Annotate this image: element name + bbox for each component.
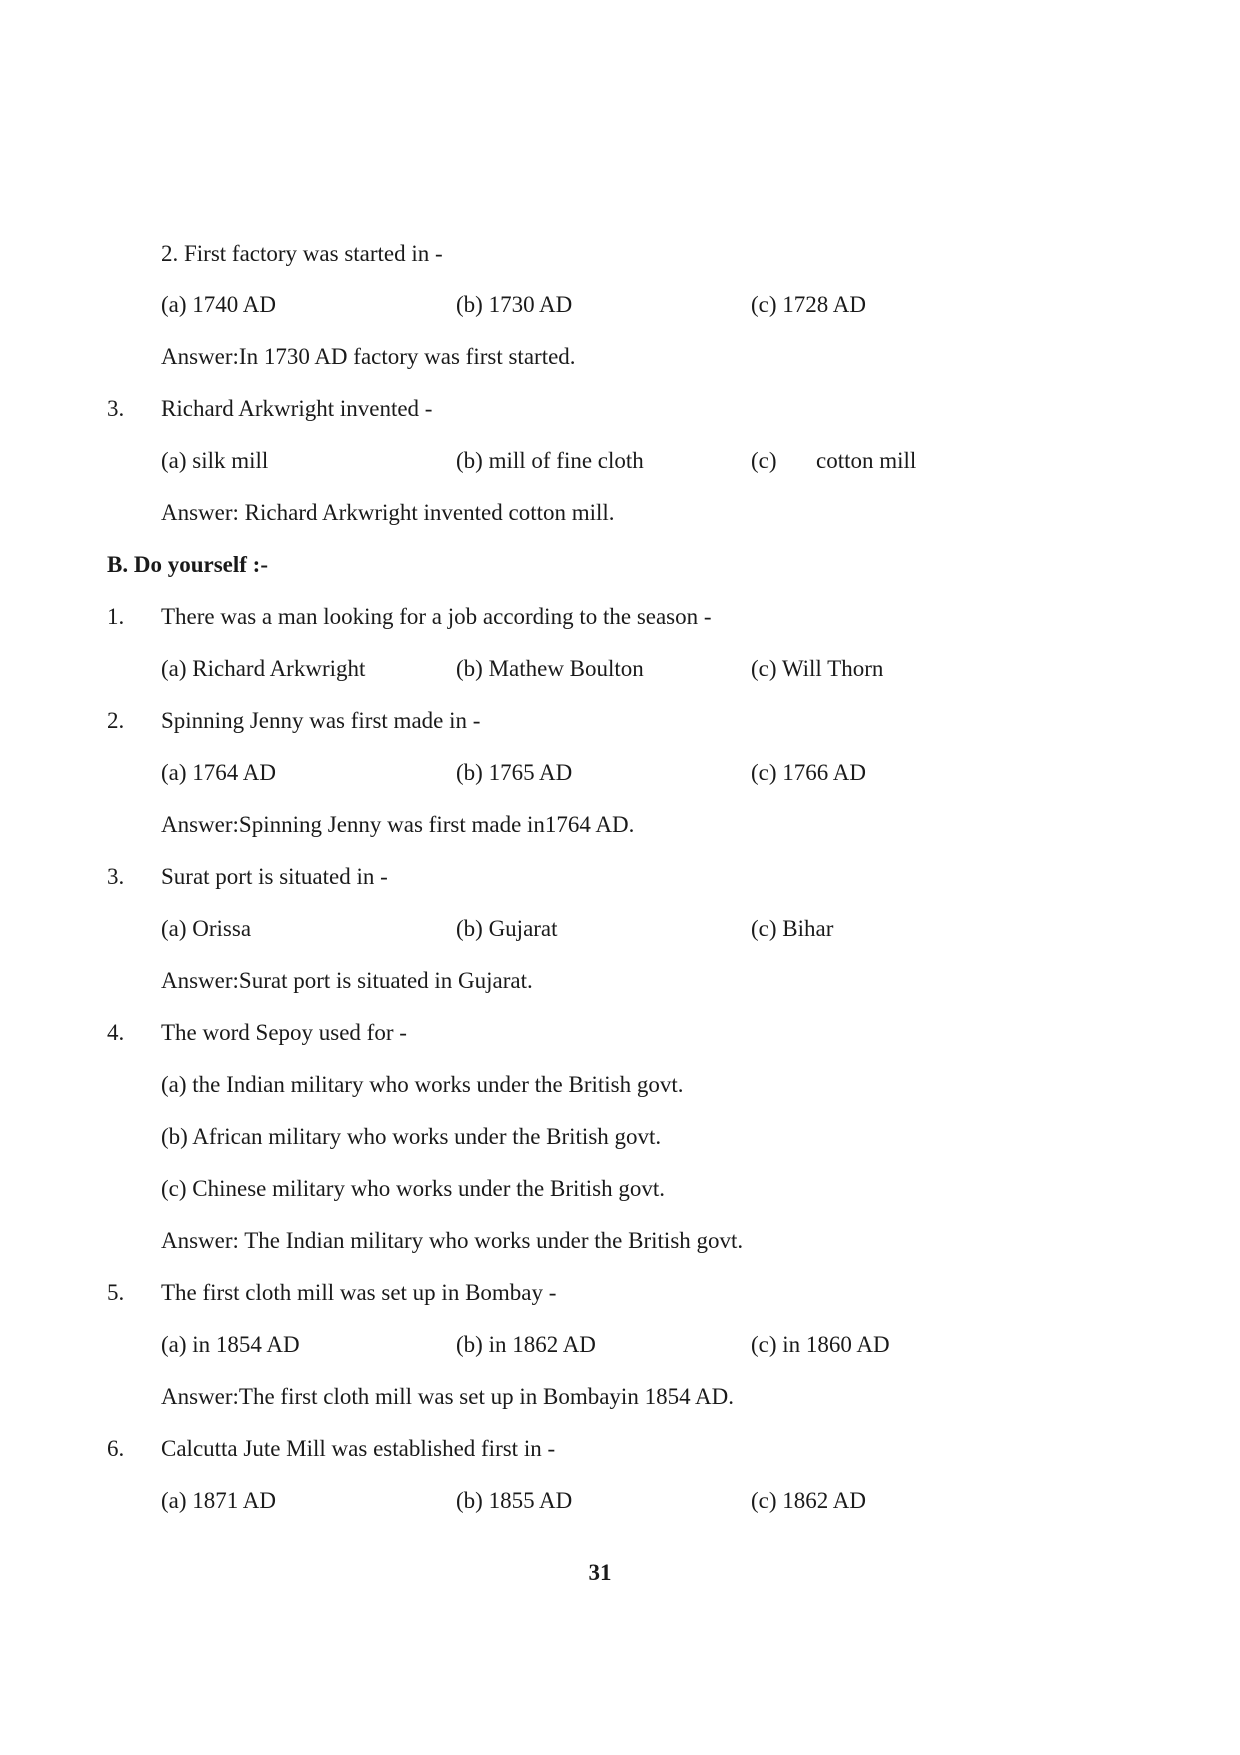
question-number: 1. bbox=[107, 604, 125, 629]
question-text: There was a man looking for a job according to the season - bbox=[161, 604, 712, 629]
option-a: (a) Richard Arkwright bbox=[161, 656, 366, 681]
option-a: (a) silk mill bbox=[161, 448, 269, 473]
option-a: (a) the Indian military who works under the British govt. bbox=[161, 1072, 684, 1097]
option-c: (c) in 1860 AD bbox=[751, 1332, 890, 1357]
section-heading: B. Do yourself :- bbox=[107, 552, 268, 577]
option-b: (b) mill of fine cloth bbox=[456, 448, 644, 473]
option-c-label: (c) bbox=[751, 448, 777, 473]
option-a: (a) 1740 AD bbox=[161, 292, 276, 317]
option-b: (b) 1855 AD bbox=[456, 1488, 573, 1513]
option-b: (b) Gujarat bbox=[456, 916, 558, 941]
option-b: (b) 1730 AD bbox=[456, 292, 573, 317]
question-text: The first cloth mill was set up in Bombay - bbox=[161, 1280, 557, 1305]
question-number: 2. bbox=[107, 708, 125, 733]
answer-text: Answer:Surat port is situated in Gujarat. bbox=[161, 968, 533, 993]
answer-text: Answer:Spinning Jenny was first made in1764 AD. bbox=[161, 812, 635, 837]
answer-text: Answer:The first cloth mill was set up in Bombayin 1854 AD. bbox=[161, 1384, 735, 1409]
option-c: (c) 1766 AD bbox=[751, 760, 866, 785]
question-text: Richard Arkwright invented - bbox=[161, 396, 433, 421]
question-text: Calcutta Jute Mill was established first in - bbox=[161, 1436, 556, 1461]
page-number: 31 bbox=[588, 1560, 612, 1585]
answer-text: Answer: Richard Arkwright invented cotton mill. bbox=[161, 500, 615, 525]
option-b: (b) African military who works under the British govt. bbox=[161, 1124, 662, 1149]
option-c: (c) 1862 AD bbox=[751, 1488, 866, 1513]
option-a: (a) Orissa bbox=[161, 916, 252, 941]
question-text: Surat port is situated in - bbox=[161, 864, 388, 889]
option-a: (a) in 1854 AD bbox=[161, 1332, 300, 1357]
answer-text: Answer:In 1730 AD factory was first started. bbox=[161, 344, 576, 369]
answer-text: Answer: The Indian military who works under the British govt. bbox=[161, 1228, 744, 1253]
question-number: 4. bbox=[107, 1020, 125, 1045]
question-text: Spinning Jenny was first made in - bbox=[161, 708, 481, 733]
option-b: (b) Mathew Boulton bbox=[456, 656, 644, 681]
option-a: (a) 1764 AD bbox=[161, 760, 276, 785]
question-number: 6. bbox=[107, 1436, 125, 1461]
question-number: 3. bbox=[107, 864, 125, 889]
question-number: 3. bbox=[107, 396, 125, 421]
option-c-text: cotton mill bbox=[816, 448, 917, 473]
option-a: (a) 1871 AD bbox=[161, 1488, 276, 1513]
option-c: (c) 1728 AD bbox=[751, 292, 866, 317]
question-number: 5. bbox=[107, 1280, 125, 1305]
option-c: (c) Chinese military who works under the British govt. bbox=[161, 1176, 666, 1201]
question-text: The word Sepoy used for - bbox=[161, 1020, 407, 1045]
option-c: (c) Bihar bbox=[751, 916, 834, 941]
option-b: (b) in 1862 AD bbox=[456, 1332, 596, 1357]
option-c: (c) Will Thorn bbox=[751, 656, 884, 681]
question-text: 2. First factory was started in - bbox=[161, 241, 443, 266]
option-b: (b) 1765 AD bbox=[456, 760, 573, 785]
